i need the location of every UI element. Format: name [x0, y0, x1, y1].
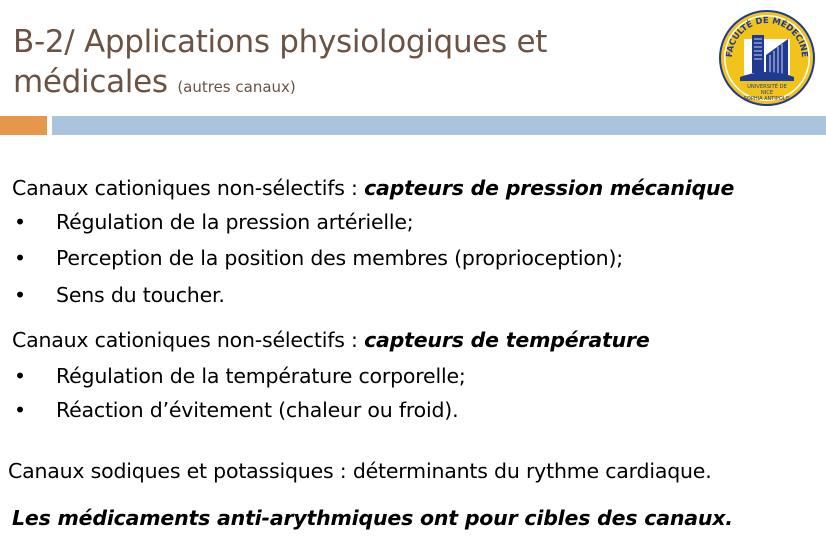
logo-text-3: SOPHIA ANTIPOLIS: [743, 96, 791, 102]
section-2-prefix: Canaux cationiques non-sélectifs :: [12, 328, 365, 352]
list-item: [14, 398, 458, 422]
list-item-text: Régulation de la température corporelle;: [56, 364, 466, 388]
bullet-icon: •: [14, 246, 26, 270]
list-item-text: Perception de la position des membres (proprioception);: [56, 246, 623, 270]
list-item: [14, 210, 414, 234]
list-item: [14, 364, 466, 388]
section-2-emphasis: capteurs de température: [364, 328, 650, 352]
list-item: [14, 283, 225, 307]
title-line-1: B-2/ Applications physiologiques et: [13, 24, 548, 60]
conclusion-line: Les médicaments anti-arythmiques ont pour cibles des canaux.: [12, 506, 733, 530]
logo-text-1: UNIVERSITÉ DE: [747, 84, 787, 90]
list-item: [14, 246, 623, 270]
bullet-icon: •: [14, 210, 26, 234]
title-subtitle: (autres canaux): [177, 78, 296, 96]
section-2-heading: [12, 328, 650, 352]
list-item-text: Sens du toucher.: [56, 283, 225, 307]
footer-line: Canaux sodiques et potassiques : déterminants du rythme cardiaque.: [8, 459, 712, 483]
bullet-icon: •: [14, 364, 26, 388]
list-item-text: Régulation de la pression artérielle;: [56, 210, 414, 234]
section-1-prefix: Canaux cationiques non-sélectifs :: [12, 176, 365, 200]
logo-text-2: NICE: [760, 90, 774, 96]
section-1-emphasis: capteurs de pression mécanique: [364, 176, 735, 200]
bullet-icon: •: [14, 283, 26, 307]
section-1-heading: [12, 176, 734, 200]
bullet-icon: •: [14, 398, 26, 422]
list-item-text: Réaction d’évitement (chaleur ou froid).: [56, 398, 459, 422]
title-main-word: médicales: [13, 64, 168, 100]
logo-top-text: FACULTÉ DE MÉDECINE: [724, 15, 810, 58]
